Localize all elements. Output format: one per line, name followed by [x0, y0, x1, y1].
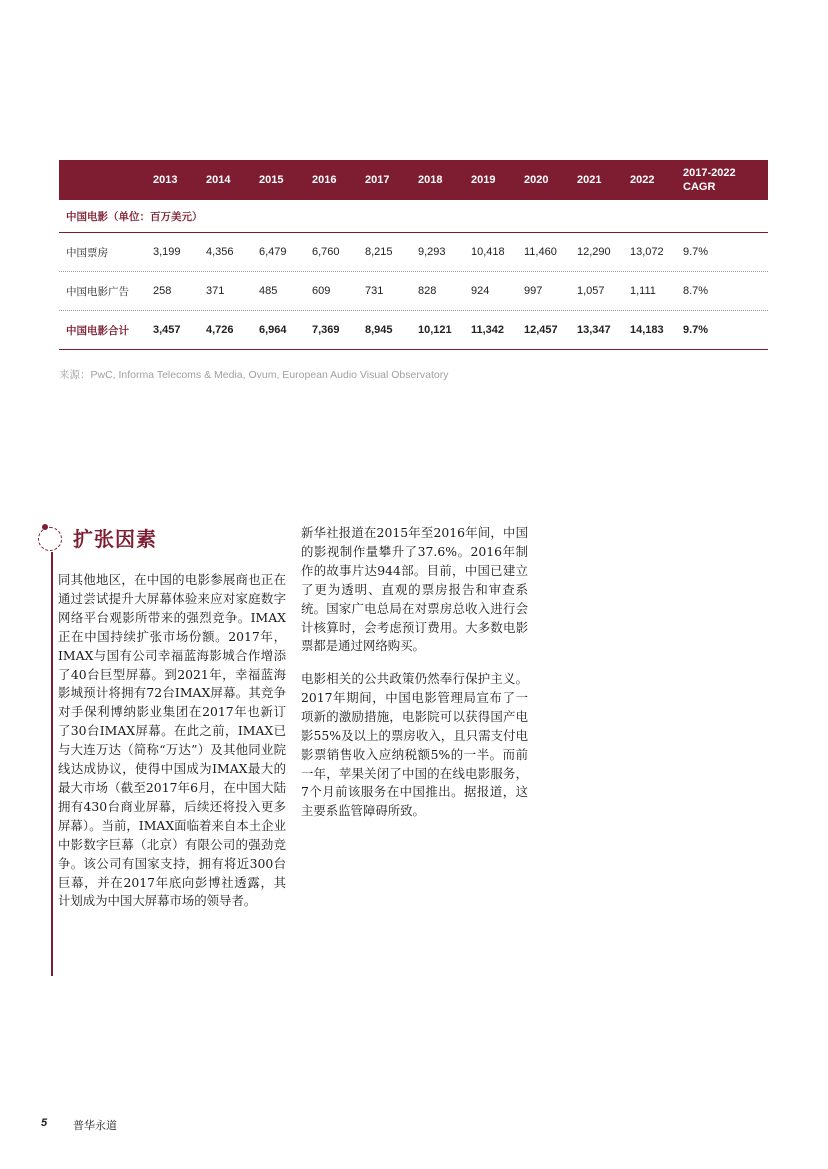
- row-value: 8,945: [365, 324, 393, 336]
- section-marker-dot: [42, 524, 48, 530]
- header-year: 2019: [471, 174, 496, 186]
- row-value: 6,479: [259, 246, 287, 258]
- header-year: 2016: [312, 174, 337, 186]
- row-value: 6,760: [312, 246, 340, 258]
- header-cagr: [677, 166, 768, 194]
- row-label: 中国电影合计: [66, 324, 129, 337]
- section-heading: 扩张因素: [73, 527, 157, 551]
- row-value: 6,964: [259, 324, 287, 336]
- section-marker-circle: [38, 527, 62, 551]
- header-year: 2014: [206, 174, 231, 186]
- row-value: 828: [418, 285, 437, 297]
- row-value: 731: [365, 285, 384, 297]
- row-value: 12,290: [577, 246, 611, 258]
- row-value: 4,356: [206, 246, 234, 258]
- row-value: 10,121: [418, 324, 452, 336]
- row-value: 14,183: [630, 324, 664, 336]
- row-value: 485: [259, 285, 278, 297]
- page-number: 5: [41, 1117, 48, 1129]
- header-year: 2018: [418, 174, 443, 186]
- china-film-table: [59, 160, 768, 350]
- row-cagr: 9.7%: [683, 324, 709, 336]
- row-value: 9,293: [418, 246, 446, 258]
- header-year: 2017: [365, 174, 390, 186]
- footer-brand: 普华永道: [73, 1119, 117, 1132]
- table-category-row: 中国电影（单位：百万美元）: [59, 200, 768, 233]
- row-value: 371: [206, 285, 225, 297]
- row-value: 3,199: [153, 246, 181, 258]
- row-value: 1,057: [577, 285, 605, 297]
- header-year: 2021: [577, 174, 602, 186]
- row-value: 4,726: [206, 324, 234, 336]
- row-value: 7,369: [312, 324, 340, 336]
- header-cagr-line2: CAGR: [683, 181, 716, 193]
- left-column-paragraph: 同其他地区，在中国的电影参展商也正在通过尝试提升大屏幕体验来应对家庭数字网络平台观影所带来的强烈竞争。IMAX正在中国持续扩张市场份额。2017年，IMAX与国有公司幸福蓝海影城合作增添了40台巨型屏幕。到2021年，幸福蓝海影城预计将拥有72台IMAX屏幕。其竞争对手保利博纳影业集团在2017年也新订了30台IMAX屏幕。在此之前，IMAX已与大连万达（简称“万达”）及其他同业院线达成协议，使得中国成为IMAX最大的最大市场（截至2017年6月，在中国大陆拥有430台商业屏幕，后续还将投入更多屏幕）。当前，IMAX面临着来自本土企业中影数字巨幕（北京）有限公司的强劲竞争。该公司有国家支持，拥有将近300台巨幕，并在2017年底向彭博社透露，其计划成为中国大屏幕市场的领导者。: [58, 572, 286, 909]
- row-value: 8,215: [365, 246, 393, 258]
- row-value: 10,418: [471, 246, 505, 258]
- header-year: 2015: [259, 174, 284, 186]
- table-header-row: [59, 160, 768, 200]
- header-cagr-line1: 2017-2022: [683, 167, 736, 179]
- table-row-box-office: [59, 233, 768, 272]
- row-value: 3,457: [153, 324, 181, 336]
- row-cagr: 9.7%: [683, 246, 709, 258]
- row-value: 11,460: [524, 246, 557, 258]
- header-year: 2022: [630, 174, 655, 186]
- row-cagr: 8.7%: [683, 285, 709, 297]
- table-row-total: [59, 311, 768, 350]
- right-column-paragraph-2: 电影相关的公共政策仍然奉行保护主义。2017年期间，中国电影管理局宣布了一项新的激励措施，电影院可以获得国产电影55%及以上的票房收入，且只需支付电影票销售收入应纳税额5%的一半。而前一年，苹果关闭了中国的在线电影服务，7个月前该服务在中国推出。据报道，这主要系监管障碍所致。: [301, 671, 528, 819]
- row-value: 13,347: [577, 324, 611, 336]
- row-value: 609: [312, 285, 331, 297]
- section-rule: [51, 552, 53, 976]
- row-label: 中国票房: [66, 246, 108, 259]
- row-value: 997: [524, 285, 543, 297]
- right-column-paragraph-1: 新华社报道在2015年至2016年间，中国的影视制作量攀升了37.6%。2016年制作的故事片达944部。目前，中国已建立了更为透明、直观的票房报告和审查系统。国家广电总局在对票房总收入进行会计核算时，会考虑预订费用。大多数电影票都是通过网络购买。: [301, 525, 528, 654]
- row-value: 1,111: [630, 285, 656, 297]
- row-value: 924: [471, 285, 490, 297]
- table-row-advertising: [59, 272, 768, 311]
- row-value: 12,457: [524, 324, 558, 336]
- row-label: 中国电影广告: [66, 285, 129, 298]
- header-year: 2013: [153, 174, 178, 186]
- table-source-note: 来源：PwC, Informa Telecoms & Media, Ovum, European Audio Visual Observatory: [59, 369, 449, 381]
- header-year: 2020: [524, 174, 549, 186]
- row-value: 11,342: [471, 324, 505, 336]
- row-value: 13,072: [630, 246, 664, 258]
- row-value: 258: [153, 285, 172, 297]
